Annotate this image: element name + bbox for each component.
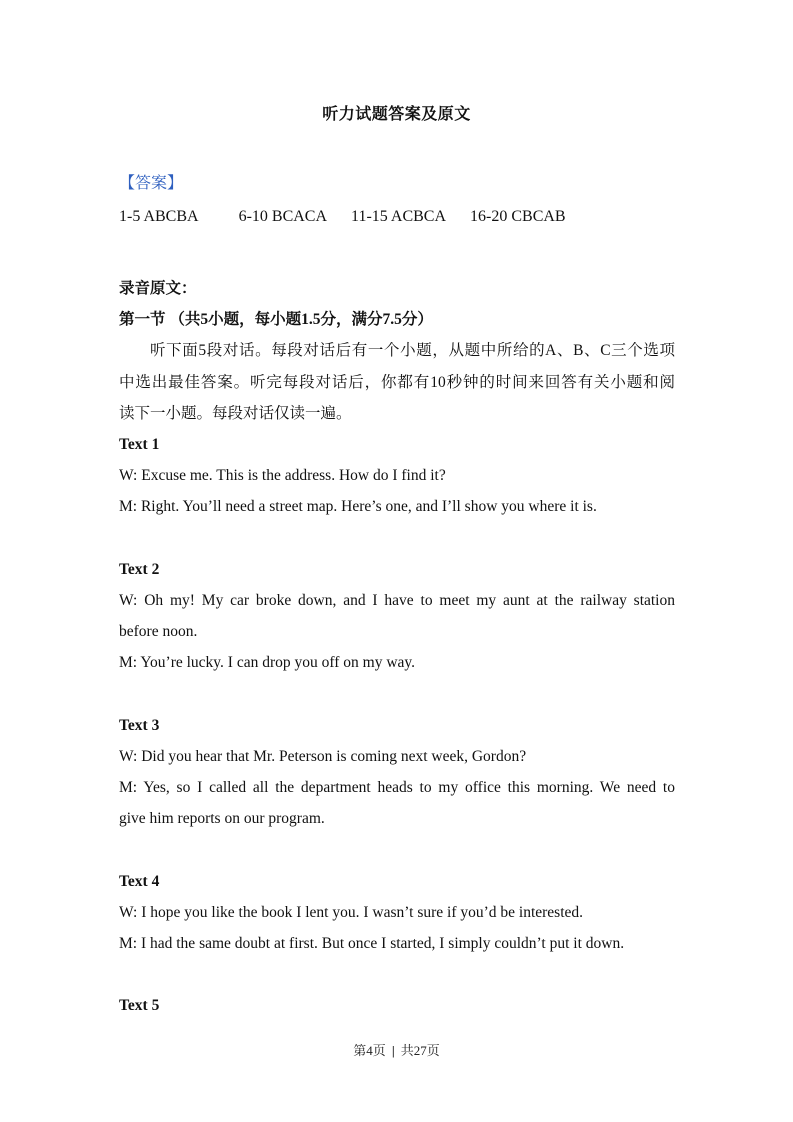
spacer <box>119 523 675 554</box>
answer-key-row <box>119 208 566 226</box>
answer-label: 【答案】 <box>119 175 184 192</box>
page-number: 第4页 <box>353 1043 386 1058</box>
footer-separator: | <box>391 1043 395 1058</box>
dialogue-line: W: Oh my! My car broke down, and I have to meet my aunt at the railway station <box>119 591 675 609</box>
spacer <box>119 834 675 865</box>
section-heading: 第一节 （共5小题，每小题1.5分，满分7.5分） <box>119 311 433 329</box>
dialogue-line: before noon. <box>119 623 198 641</box>
instruction-line: 听下面5段对话。每段对话后有一个小题，从题中所给的A、B、C三个选项 <box>150 342 675 360</box>
page-title: 听力试题答案及原文 <box>322 106 471 123</box>
transcript-block <box>119 273 675 1022</box>
dialogue-line: M: I had the same doubt at first. But once I started, I simply couldn’t put it down. <box>119 934 625 952</box>
dialogue-line: W: I hope you like the book I lent you. I wasn’t sure if you’d be interested. <box>119 903 584 921</box>
dialogue-line: M: Yes, so I called all the department heads to my office this morning. We need to <box>119 779 675 796</box>
instruction-line: 读下一小题。每段对话仅读一遍。 <box>119 404 352 422</box>
answer-group: 6-10 BCACA <box>238 208 328 225</box>
text-label: Text 3 <box>119 716 160 734</box>
dialogue-line: W: Did you hear that Mr. Peterson is coming next week, Gordon? <box>119 747 527 765</box>
transcript-heading: 录音原文： <box>119 280 197 297</box>
answer-group: 1-5 ABCBA <box>119 208 199 225</box>
page-footer <box>0 1040 793 1059</box>
instruction-line: 中选出最佳答案。听完每段对话后，你都有10秒钟的时间来回答有关小题和阅 <box>119 373 675 391</box>
page-total: 共27页 <box>400 1043 440 1058</box>
answer-group: 16-20 CBCAB <box>470 208 566 225</box>
spacer <box>119 678 675 709</box>
dialogue-line: M: Right. You’ll need a street map. Here’s one, and I’ll show you where it is. <box>119 498 597 516</box>
text-label: Text 4 <box>119 872 160 890</box>
spacer <box>119 959 675 990</box>
dialogue-line: M: You’re lucky. I can drop you off on my way. <box>119 654 416 672</box>
text-label: Text 2 <box>119 560 160 578</box>
answer-group: 11-15 ACBCA <box>351 208 447 225</box>
dialogue-line: give him reports on our program. <box>119 810 325 828</box>
text-label: Text 1 <box>119 435 160 453</box>
dialogue-line: W: Excuse me. This is the address. How do I find it? <box>119 467 446 485</box>
text-label: Text 5 <box>119 997 160 1015</box>
